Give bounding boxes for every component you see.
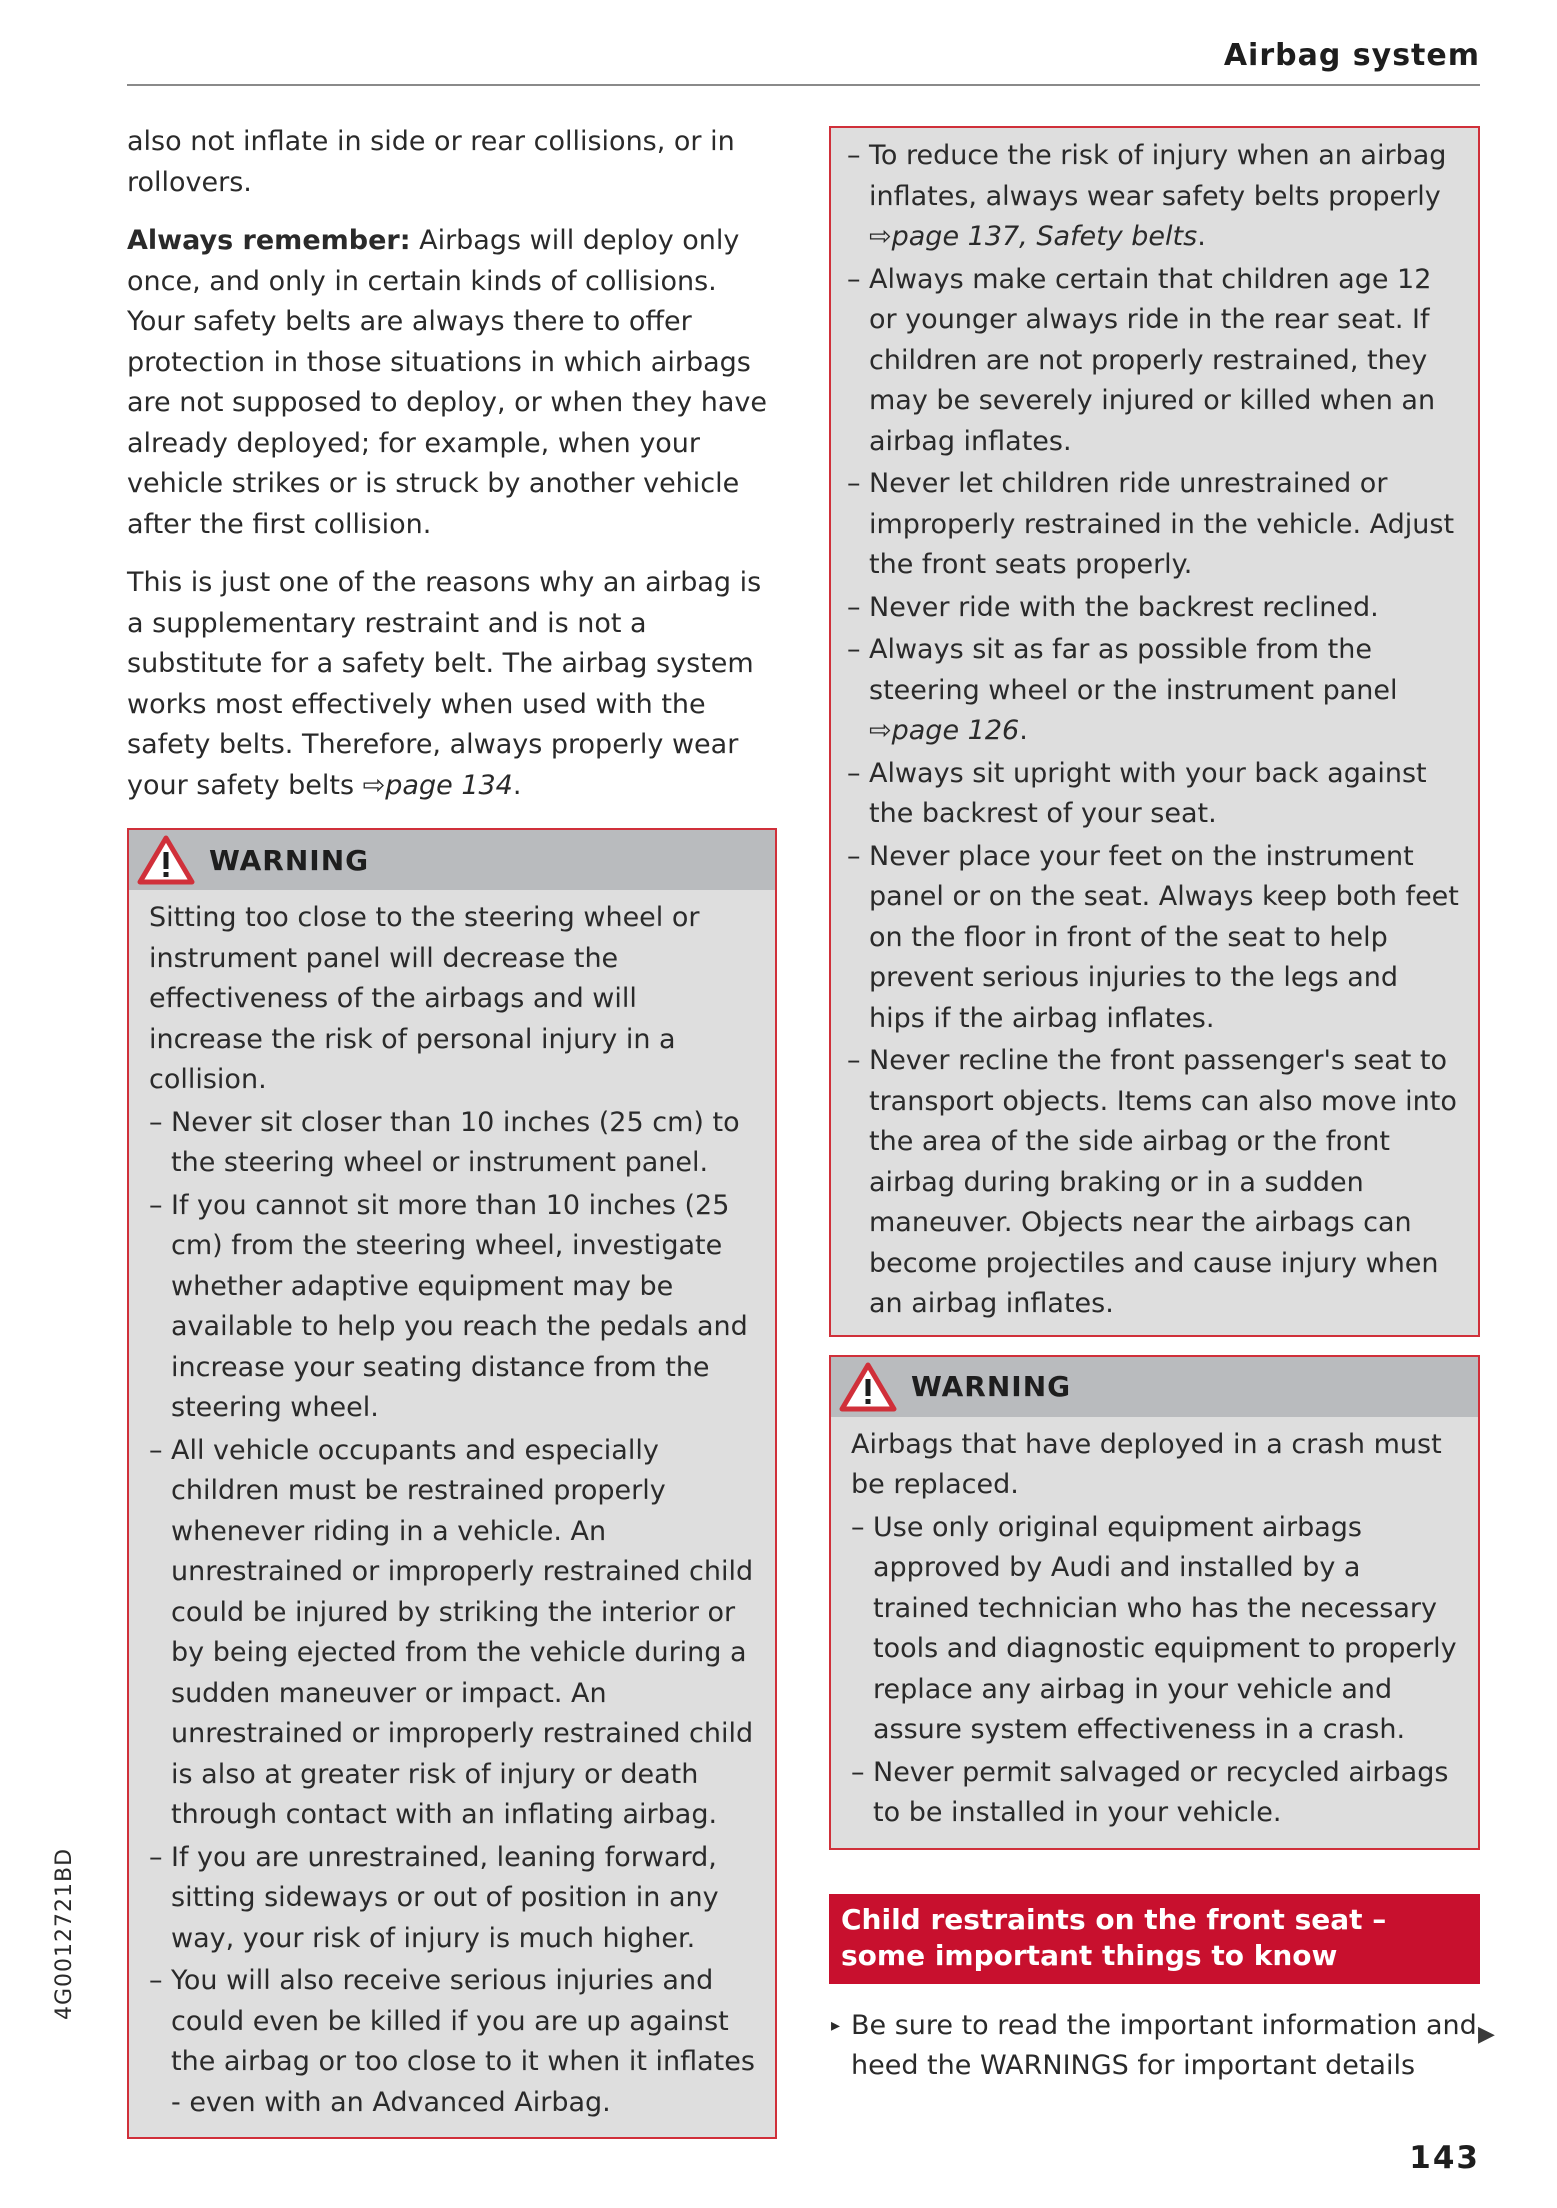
warning-body [129,890,775,2137]
always-remember-text: Airbags will deploy only once, and only in certain kinds of collisions. Your safety belts are always there to offer protection in those situations in which airbags are not supposed to deploy, or when they have already deployed; for example, when your vehicle strikes or is struck by another vehicle after the first collision. [127,225,767,540]
continuation-item: – Always make certain that children age 12 or younger always ride in the rear seat. If children are not properly restrained, they may be severely injured or killed when an airbag inflates. [847,260,1462,463]
continuation-item-text: To reduce the risk of injury when an airbag inflates, always wear safety belts properly [869,140,1447,212]
warning-header [831,1357,1478,1417]
running-header-title: Airbag system [1223,38,1480,73]
warning-intro: Sitting too close to the steering wheel or instrument panel will decrease the effectiveness of the airbags and will increase the risk of personal injury in a collision. [149,902,700,1095]
page-ref-arrow-icon: ⇨ [362,769,386,801]
warning-item: – Use only original equipment airbags approved by Audi and installed by a trained technician who has the necessary tools and diagnostic equipment to properly replace any airbag in your vehicle and assure system effectiveness in a crash. [851,1508,1460,1751]
warning-list [851,1508,1460,1834]
continuation-item: – Never recline the front passenger's seat to transport objects. Items can also move into the area of the side airbag or the front airbag during braking or in a sudden maneuver. Objects near the airbags can become projectiles and cause injury when an airbag inflates. [847,1041,1462,1325]
header-rule [127,84,1480,86]
continuation-item: – Always sit upright with your back against the backrest of your seat. [847,754,1462,835]
supplementary-end: . [512,769,522,801]
right-column [829,126,1480,2087]
warning-box-seating-distance [127,828,777,2139]
always-remember-label: Always remember: [127,225,411,256]
continuation-item: – Never let children ride unrestrained or improperly restrained in the vehicle. Adjust the front seats properly. [847,464,1462,586]
page-ref-arrow-icon: ⇨ [869,221,892,252]
left-column [127,122,777,2139]
warning-title: WARNING [911,1370,1072,1403]
paragraph-always-remember [127,221,777,545]
bullet-triangle-icon: ▸ [831,2014,841,2036]
warning-intro: Airbags that have deployed in a crash must be replaced. [851,1428,1442,1500]
continuation-item [847,136,1462,258]
paragraph-rollovers: also not inflate in side or rear collisions, or in rollovers. [127,126,735,198]
warning-header [129,830,775,890]
continue-arrow-icon: ▶ [1478,2022,1495,2047]
warning-item: – If you are unrestrained, leaning forward, sitting sideways or out of position in any way, your risk of injury is much higher. [149,1838,757,1960]
warning-item: – You will also receive serious injuries and could even be killed if you are up against the airbag or too close to it when it inflates - even with an Advanced Airbag. [149,1961,757,2123]
instruction-text: Be sure to read the important information and heed the WARNINGS for important details [851,2009,1477,2081]
continuation-list [847,136,1462,1325]
paragraph-supplementary-restraint [127,563,777,806]
section-heading-child-restraints: Child restraints on the front seat – some important things to know [829,1894,1480,1984]
warning-item: – Never sit closer than 10 inches (25 cm) to the steering wheel or instrument panel. [149,1103,757,1184]
warning-box-replace-airbags [829,1355,1480,1850]
document-code: 4G0012721BD [52,1847,77,2020]
page-ref-137-link[interactable]: page 137, Safety belts [891,221,1198,252]
page-ref-126-link[interactable]: page 126 [891,715,1020,746]
continuation-item: – Never place your feet on the instrument panel or on the seat. Always keep both feet on the floor in front of the seat to help prevent serious injuries to the legs and hips if the airbag inflates. [847,837,1462,1040]
page-number: 143 [1409,2140,1480,2176]
page-ref-134-link[interactable]: page 134 [385,769,513,801]
warning-item: – If you cannot sit more than 10 inches (25 cm) from the steering wheel, investigate whether adaptive equipment may be available to help you reach the pedals and increase your seating distance from the steering wheel. [149,1186,757,1429]
page-ref-arrow-icon: ⇨ [869,715,892,746]
warning-item: – All vehicle occupants and especially children must be restrained properly whenever riding in a vehicle. An unrestrained or improperly restrained child could be injured by striking the interior or by being ejected from the vehicle during a sudden maneuver or impact. An unrestrained or improperly restrained child is also at greater risk of injury or death through contact with an inflating airbag. [149,1431,757,1836]
supplementary-text: This is just one of the reasons why an airbag is a supplementary restraint and is not a substitute for a safety belt. The airbag system works most effectively when used with the safety belts. Therefore, always properly wear your safety belts [127,567,762,801]
warning-body [831,1417,1478,1848]
continuation-item-end: . [1019,715,1028,746]
continuation-item: – Never ride with the backrest reclined. [847,588,1462,629]
warning-title: WARNING [209,843,370,877]
warning-continuation-box [829,126,1480,1337]
warning-triangle-icon [137,835,195,885]
warning-list [149,1103,757,2124]
continuation-item-text: Always sit as far as possible from the steering wheel or the instrument panel [869,634,1398,706]
instruction-bullet [829,2006,1480,2087]
warning-triangle-icon [839,1362,897,1412]
continuation-item [847,630,1462,752]
continuation-item-end: . [1197,221,1206,252]
warning-item: – Never permit salvaged or recycled airbags to be installed in your vehicle. [851,1753,1460,1834]
